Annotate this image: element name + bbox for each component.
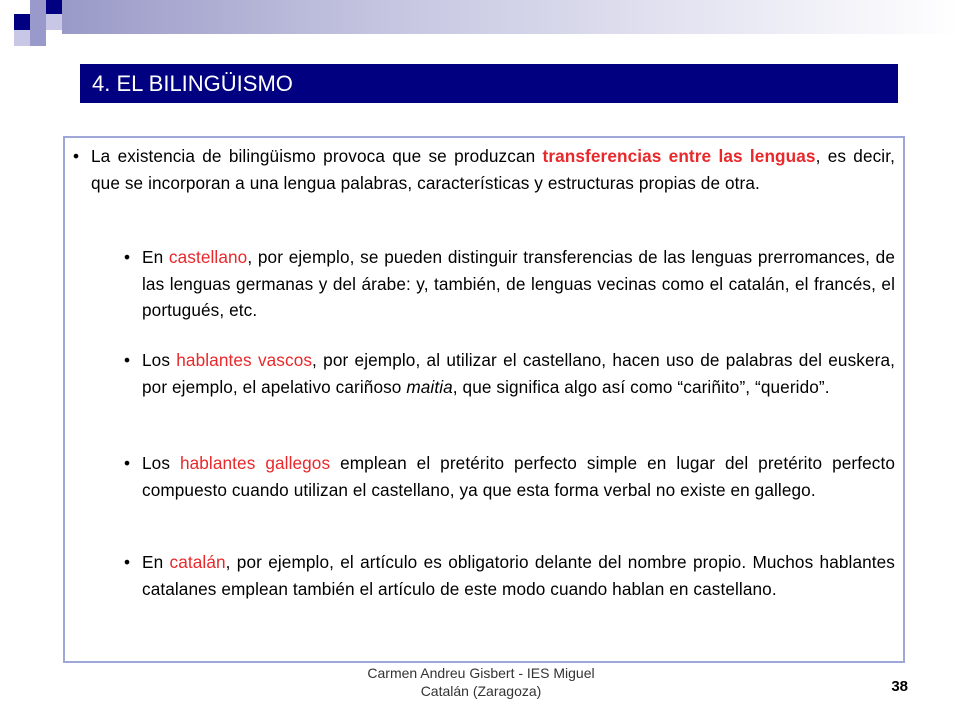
decor-square-lavender-3 (30, 30, 46, 46)
bullet-icon: • (124, 247, 131, 267)
decor-square-lavender (30, 0, 46, 14)
item-text: , que significa algo así como “cariñito”, “querido”. (452, 376, 830, 397)
decor-square-navy-2 (46, 0, 62, 14)
footer-author (300, 664, 662, 700)
item-highlight: castellano (168, 247, 248, 267)
item-text: , por ejemplo, al utilizar el castellano, hacen uso de palabras del euskera, por ejemplo, el apelativo cariñoso (142, 350, 895, 397)
bullet-icon: • (124, 552, 131, 572)
list-item-catalan (124, 549, 895, 602)
item-highlight: catalán (169, 552, 226, 572)
item-text: , por ejemplo, el artículo es obligatorio delante del nombre propio. Muchos hablantes catalanes emplean también el artículo de este modo cuando hablan en castellano. (142, 552, 895, 599)
list-item-castellano (124, 244, 896, 324)
footer-line-1: Carmen Andreu Gisbert - IES Miguel (367, 665, 595, 681)
intro-highlight: transferencias entre las lenguas (542, 146, 816, 166)
intro-text-1: La existencia de bilingüismo provoca que se produzcan (91, 146, 543, 166)
intro-text-2: , es decir, que se incorporan a una lengua palabras, características y estructuras propias de otra. (91, 146, 895, 193)
decor-square-lavender-2 (30, 14, 46, 30)
header-gradient-band (62, 0, 960, 34)
item-text: En (142, 552, 170, 572)
slide-title-bar (80, 64, 898, 103)
item-text: Los (142, 453, 180, 473)
footer-line-2: Catalán (Zaragoza) (420, 683, 542, 699)
list-item-vascos (124, 347, 895, 400)
item-text: Los (142, 350, 177, 370)
decor-square-pale (46, 14, 62, 30)
bullet-icon: • (124, 453, 131, 473)
page-number: 38 (891, 678, 908, 695)
bullet-icon: • (73, 146, 80, 166)
decor-square-navy (14, 14, 30, 30)
item-highlight: hablantes vascos (176, 350, 313, 370)
list-item-gallegos (124, 450, 895, 503)
item-text: emplean el pretérito perfecto simple en lugar del pretérito perfecto compuesto cuando utilizan el castellano, ya que esta forma verbal no existe en gallego. (142, 453, 895, 500)
item-text: En (142, 247, 169, 267)
slide-title: 4. EL BILINGÜISMO (92, 70, 293, 96)
bullet-icon: • (124, 350, 131, 370)
item-highlight: hablantes gallegos (179, 453, 331, 473)
item-text: , por ejemplo, se pueden distinguir transferencias de las lenguas prerromances, de las lenguas germanas y del árabe: y, también, de lenguas vecinas como el catalán, el francés, el portugués, etc. (142, 247, 896, 320)
item-italic-word: maitia (406, 376, 453, 397)
decor-square-pale-2 (14, 30, 30, 46)
intro-paragraph (73, 143, 895, 196)
